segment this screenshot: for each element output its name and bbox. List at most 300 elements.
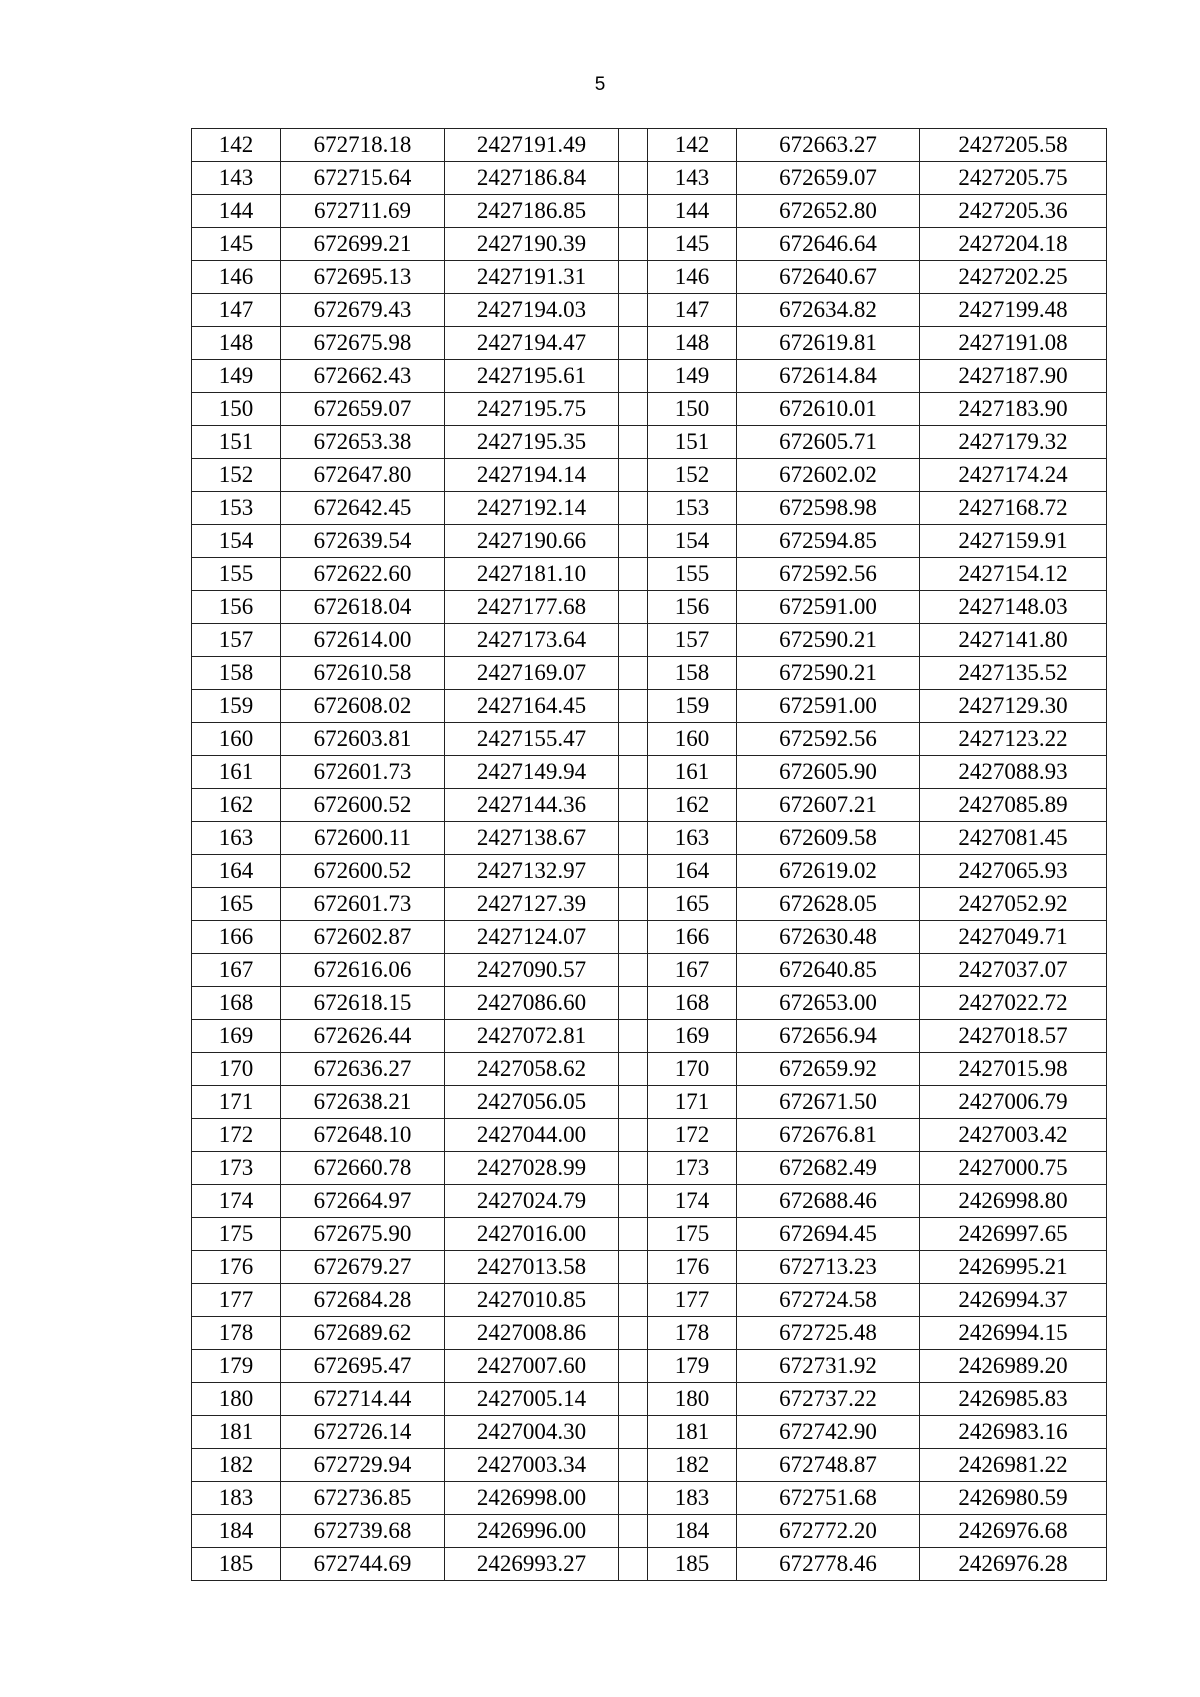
left-point-number-cell: 178 bbox=[192, 1317, 281, 1350]
right-x-coordinate-cell: 672751.68 bbox=[737, 1482, 920, 1515]
left-point-number-cell: 159 bbox=[192, 690, 281, 723]
left-point-number-cell: 150 bbox=[192, 393, 281, 426]
right-y-coordinate-cell: 2427205.36 bbox=[920, 195, 1107, 228]
separator-cell bbox=[619, 294, 648, 327]
right-y-coordinate-cell: 2427129.30 bbox=[920, 690, 1107, 723]
left-point-number-cell: 151 bbox=[192, 426, 281, 459]
table-row bbox=[192, 954, 1107, 987]
left-x-coordinate-cell: 672695.13 bbox=[281, 261, 445, 294]
right-x-coordinate-cell: 672591.00 bbox=[737, 690, 920, 723]
right-x-coordinate-cell: 672619.02 bbox=[737, 855, 920, 888]
right-point-number-cell: 181 bbox=[648, 1416, 737, 1449]
right-y-coordinate-cell: 2427183.90 bbox=[920, 393, 1107, 426]
left-x-coordinate-cell: 672714.44 bbox=[281, 1383, 445, 1416]
left-point-number-cell: 145 bbox=[192, 228, 281, 261]
left-x-coordinate-cell: 672618.15 bbox=[281, 987, 445, 1020]
right-point-number-cell: 142 bbox=[648, 129, 737, 162]
right-point-number-cell: 174 bbox=[648, 1185, 737, 1218]
right-point-number-cell: 148 bbox=[648, 327, 737, 360]
separator-cell bbox=[619, 921, 648, 954]
left-y-coordinate-cell: 2426998.00 bbox=[445, 1482, 619, 1515]
right-x-coordinate-cell: 672713.23 bbox=[737, 1251, 920, 1284]
right-x-coordinate-cell: 672630.48 bbox=[737, 921, 920, 954]
table-row bbox=[192, 1317, 1107, 1350]
separator-cell bbox=[619, 1449, 648, 1482]
right-y-coordinate-cell: 2427052.92 bbox=[920, 888, 1107, 921]
right-x-coordinate-cell: 672646.64 bbox=[737, 228, 920, 261]
right-point-number-cell: 146 bbox=[648, 261, 737, 294]
left-x-coordinate-cell: 672659.07 bbox=[281, 393, 445, 426]
separator-cell bbox=[619, 1020, 648, 1053]
right-point-number-cell: 184 bbox=[648, 1515, 737, 1548]
right-x-coordinate-cell: 672619.81 bbox=[737, 327, 920, 360]
right-y-coordinate-cell: 2427135.52 bbox=[920, 657, 1107, 690]
left-y-coordinate-cell: 2427195.75 bbox=[445, 393, 619, 426]
separator-cell bbox=[619, 525, 648, 558]
right-x-coordinate-cell: 672640.85 bbox=[737, 954, 920, 987]
right-x-coordinate-cell: 672640.67 bbox=[737, 261, 920, 294]
left-x-coordinate-cell: 672638.21 bbox=[281, 1086, 445, 1119]
table-row bbox=[192, 459, 1107, 492]
right-x-coordinate-cell: 672592.56 bbox=[737, 558, 920, 591]
left-point-number-cell: 181 bbox=[192, 1416, 281, 1449]
left-y-coordinate-cell: 2427013.58 bbox=[445, 1251, 619, 1284]
left-x-coordinate-cell: 672600.11 bbox=[281, 822, 445, 855]
right-x-coordinate-cell: 672605.71 bbox=[737, 426, 920, 459]
left-y-coordinate-cell: 2427124.07 bbox=[445, 921, 619, 954]
left-y-coordinate-cell: 2427005.14 bbox=[445, 1383, 619, 1416]
left-y-coordinate-cell: 2427173.64 bbox=[445, 624, 619, 657]
table-row bbox=[192, 1284, 1107, 1317]
table-row bbox=[192, 1251, 1107, 1284]
left-y-coordinate-cell: 2427016.00 bbox=[445, 1218, 619, 1251]
right-y-coordinate-cell: 2426997.65 bbox=[920, 1218, 1107, 1251]
separator-cell bbox=[619, 1251, 648, 1284]
right-y-coordinate-cell: 2427168.72 bbox=[920, 492, 1107, 525]
table-row bbox=[192, 162, 1107, 195]
right-point-number-cell: 171 bbox=[648, 1086, 737, 1119]
left-point-number-cell: 158 bbox=[192, 657, 281, 690]
left-point-number-cell: 156 bbox=[192, 591, 281, 624]
left-point-number-cell: 185 bbox=[192, 1548, 281, 1581]
table-row bbox=[192, 426, 1107, 459]
right-x-coordinate-cell: 672676.81 bbox=[737, 1119, 920, 1152]
left-y-coordinate-cell: 2426993.27 bbox=[445, 1548, 619, 1581]
table-row bbox=[192, 1449, 1107, 1482]
left-y-coordinate-cell: 2427024.79 bbox=[445, 1185, 619, 1218]
left-point-number-cell: 166 bbox=[192, 921, 281, 954]
left-x-coordinate-cell: 672636.27 bbox=[281, 1053, 445, 1086]
right-x-coordinate-cell: 672656.94 bbox=[737, 1020, 920, 1053]
left-x-coordinate-cell: 672626.44 bbox=[281, 1020, 445, 1053]
right-point-number-cell: 158 bbox=[648, 657, 737, 690]
separator-cell bbox=[619, 1482, 648, 1515]
left-y-coordinate-cell: 2427004.30 bbox=[445, 1416, 619, 1449]
left-x-coordinate-cell: 672679.43 bbox=[281, 294, 445, 327]
table-row bbox=[192, 624, 1107, 657]
separator-cell bbox=[619, 1218, 648, 1251]
table-row bbox=[192, 360, 1107, 393]
left-point-number-cell: 167 bbox=[192, 954, 281, 987]
left-point-number-cell: 184 bbox=[192, 1515, 281, 1548]
left-x-coordinate-cell: 672614.00 bbox=[281, 624, 445, 657]
right-point-number-cell: 175 bbox=[648, 1218, 737, 1251]
right-point-number-cell: 168 bbox=[648, 987, 737, 1020]
right-y-coordinate-cell: 2427006.79 bbox=[920, 1086, 1107, 1119]
table-row bbox=[192, 558, 1107, 591]
right-y-coordinate-cell: 2426981.22 bbox=[920, 1449, 1107, 1482]
separator-cell bbox=[619, 1317, 648, 1350]
left-x-coordinate-cell: 672603.81 bbox=[281, 723, 445, 756]
right-y-coordinate-cell: 2426976.68 bbox=[920, 1515, 1107, 1548]
table-row bbox=[192, 987, 1107, 1020]
right-y-coordinate-cell: 2427159.91 bbox=[920, 525, 1107, 558]
separator-cell bbox=[619, 723, 648, 756]
right-x-coordinate-cell: 672602.02 bbox=[737, 459, 920, 492]
right-x-coordinate-cell: 672731.92 bbox=[737, 1350, 920, 1383]
table-row bbox=[192, 1548, 1107, 1581]
left-point-number-cell: 173 bbox=[192, 1152, 281, 1185]
left-point-number-cell: 157 bbox=[192, 624, 281, 657]
left-point-number-cell: 162 bbox=[192, 789, 281, 822]
left-point-number-cell: 172 bbox=[192, 1119, 281, 1152]
table-row bbox=[192, 1086, 1107, 1119]
table-row bbox=[192, 921, 1107, 954]
separator-cell bbox=[619, 1053, 648, 1086]
right-y-coordinate-cell: 2427191.08 bbox=[920, 327, 1107, 360]
left-x-coordinate-cell: 672610.58 bbox=[281, 657, 445, 690]
separator-cell bbox=[619, 261, 648, 294]
right-x-coordinate-cell: 672682.49 bbox=[737, 1152, 920, 1185]
left-y-coordinate-cell: 2427181.10 bbox=[445, 558, 619, 591]
left-y-coordinate-cell: 2426996.00 bbox=[445, 1515, 619, 1548]
left-y-coordinate-cell: 2427127.39 bbox=[445, 888, 619, 921]
left-y-coordinate-cell: 2427190.39 bbox=[445, 228, 619, 261]
right-x-coordinate-cell: 672609.58 bbox=[737, 822, 920, 855]
table-row bbox=[192, 327, 1107, 360]
table-row bbox=[192, 393, 1107, 426]
left-point-number-cell: 143 bbox=[192, 162, 281, 195]
table-row bbox=[192, 1350, 1107, 1383]
table-row bbox=[192, 492, 1107, 525]
left-y-coordinate-cell: 2427072.81 bbox=[445, 1020, 619, 1053]
left-y-coordinate-cell: 2427086.60 bbox=[445, 987, 619, 1020]
left-x-coordinate-cell: 672675.98 bbox=[281, 327, 445, 360]
right-x-coordinate-cell: 672610.01 bbox=[737, 393, 920, 426]
separator-cell bbox=[619, 1416, 648, 1449]
separator-cell bbox=[619, 1515, 648, 1548]
right-point-number-cell: 149 bbox=[648, 360, 737, 393]
left-x-coordinate-cell: 672600.52 bbox=[281, 789, 445, 822]
separator-cell bbox=[619, 1152, 648, 1185]
table-row bbox=[192, 195, 1107, 228]
coordinate-table bbox=[191, 128, 1107, 1581]
right-point-number-cell: 185 bbox=[648, 1548, 737, 1581]
right-x-coordinate-cell: 672628.05 bbox=[737, 888, 920, 921]
separator-cell bbox=[619, 327, 648, 360]
left-y-coordinate-cell: 2427191.49 bbox=[445, 129, 619, 162]
separator-cell bbox=[619, 1350, 648, 1383]
separator-cell bbox=[619, 822, 648, 855]
left-point-number-cell: 142 bbox=[192, 129, 281, 162]
left-x-coordinate-cell: 672689.62 bbox=[281, 1317, 445, 1350]
left-x-coordinate-cell: 672726.14 bbox=[281, 1416, 445, 1449]
table-row bbox=[192, 1482, 1107, 1515]
right-y-coordinate-cell: 2427018.57 bbox=[920, 1020, 1107, 1053]
separator-cell bbox=[619, 426, 648, 459]
right-y-coordinate-cell: 2427015.98 bbox=[920, 1053, 1107, 1086]
right-x-coordinate-cell: 672694.45 bbox=[737, 1218, 920, 1251]
left-y-coordinate-cell: 2427008.86 bbox=[445, 1317, 619, 1350]
left-point-number-cell: 177 bbox=[192, 1284, 281, 1317]
right-y-coordinate-cell: 2427065.93 bbox=[920, 855, 1107, 888]
left-point-number-cell: 148 bbox=[192, 327, 281, 360]
left-y-coordinate-cell: 2427169.07 bbox=[445, 657, 619, 690]
right-point-number-cell: 143 bbox=[648, 162, 737, 195]
left-x-coordinate-cell: 672699.21 bbox=[281, 228, 445, 261]
left-y-coordinate-cell: 2427144.36 bbox=[445, 789, 619, 822]
left-y-coordinate-cell: 2427191.31 bbox=[445, 261, 619, 294]
left-x-coordinate-cell: 672739.68 bbox=[281, 1515, 445, 1548]
left-x-coordinate-cell: 672653.38 bbox=[281, 426, 445, 459]
right-point-number-cell: 182 bbox=[648, 1449, 737, 1482]
left-y-coordinate-cell: 2427090.57 bbox=[445, 954, 619, 987]
right-point-number-cell: 178 bbox=[648, 1317, 737, 1350]
right-point-number-cell: 169 bbox=[648, 1020, 737, 1053]
left-y-coordinate-cell: 2427149.94 bbox=[445, 756, 619, 789]
separator-cell bbox=[619, 756, 648, 789]
right-point-number-cell: 150 bbox=[648, 393, 737, 426]
left-point-number-cell: 170 bbox=[192, 1053, 281, 1086]
page-number: 5 bbox=[594, 74, 606, 95]
right-y-coordinate-cell: 2427003.42 bbox=[920, 1119, 1107, 1152]
separator-cell bbox=[619, 1119, 648, 1152]
separator-cell bbox=[619, 591, 648, 624]
separator-cell bbox=[619, 987, 648, 1020]
right-point-number-cell: 157 bbox=[648, 624, 737, 657]
left-y-coordinate-cell: 2427155.47 bbox=[445, 723, 619, 756]
right-x-coordinate-cell: 672652.80 bbox=[737, 195, 920, 228]
right-point-number-cell: 176 bbox=[648, 1251, 737, 1284]
table-row bbox=[192, 1218, 1107, 1251]
left-x-coordinate-cell: 672660.78 bbox=[281, 1152, 445, 1185]
separator-cell bbox=[619, 624, 648, 657]
table-row bbox=[192, 1515, 1107, 1548]
right-point-number-cell: 153 bbox=[648, 492, 737, 525]
left-y-coordinate-cell: 2427056.05 bbox=[445, 1086, 619, 1119]
right-point-number-cell: 167 bbox=[648, 954, 737, 987]
right-y-coordinate-cell: 2427000.75 bbox=[920, 1152, 1107, 1185]
table-row bbox=[192, 855, 1107, 888]
table-row bbox=[192, 822, 1107, 855]
left-y-coordinate-cell: 2427058.62 bbox=[445, 1053, 619, 1086]
left-x-coordinate-cell: 672622.60 bbox=[281, 558, 445, 591]
left-x-coordinate-cell: 672711.69 bbox=[281, 195, 445, 228]
right-point-number-cell: 156 bbox=[648, 591, 737, 624]
right-x-coordinate-cell: 672605.90 bbox=[737, 756, 920, 789]
right-y-coordinate-cell: 2426994.15 bbox=[920, 1317, 1107, 1350]
left-y-coordinate-cell: 2427192.14 bbox=[445, 492, 619, 525]
left-y-coordinate-cell: 2427003.34 bbox=[445, 1449, 619, 1482]
left-point-number-cell: 176 bbox=[192, 1251, 281, 1284]
table-row bbox=[192, 1416, 1107, 1449]
right-point-number-cell: 179 bbox=[648, 1350, 737, 1383]
left-point-number-cell: 149 bbox=[192, 360, 281, 393]
separator-cell bbox=[619, 1383, 648, 1416]
table-row bbox=[192, 1053, 1107, 1086]
right-x-coordinate-cell: 672590.21 bbox=[737, 624, 920, 657]
right-y-coordinate-cell: 2427022.72 bbox=[920, 987, 1107, 1020]
right-y-coordinate-cell: 2427205.58 bbox=[920, 129, 1107, 162]
right-point-number-cell: 177 bbox=[648, 1284, 737, 1317]
right-x-coordinate-cell: 672614.84 bbox=[737, 360, 920, 393]
right-y-coordinate-cell: 2427187.90 bbox=[920, 360, 1107, 393]
table-row bbox=[192, 525, 1107, 558]
separator-cell bbox=[619, 393, 648, 426]
left-y-coordinate-cell: 2427186.84 bbox=[445, 162, 619, 195]
separator-cell bbox=[619, 558, 648, 591]
right-x-coordinate-cell: 672688.46 bbox=[737, 1185, 920, 1218]
left-point-number-cell: 175 bbox=[192, 1218, 281, 1251]
right-y-coordinate-cell: 2427148.03 bbox=[920, 591, 1107, 624]
left-x-coordinate-cell: 672662.43 bbox=[281, 360, 445, 393]
left-y-coordinate-cell: 2427177.68 bbox=[445, 591, 619, 624]
coordinate-table-body bbox=[192, 129, 1107, 1581]
left-x-coordinate-cell: 672744.69 bbox=[281, 1548, 445, 1581]
left-point-number-cell: 160 bbox=[192, 723, 281, 756]
right-x-coordinate-cell: 672592.56 bbox=[737, 723, 920, 756]
left-x-coordinate-cell: 672675.90 bbox=[281, 1218, 445, 1251]
left-x-coordinate-cell: 672647.80 bbox=[281, 459, 445, 492]
right-point-number-cell: 180 bbox=[648, 1383, 737, 1416]
left-point-number-cell: 171 bbox=[192, 1086, 281, 1119]
separator-cell bbox=[619, 888, 648, 921]
left-y-coordinate-cell: 2427132.97 bbox=[445, 855, 619, 888]
left-point-number-cell: 183 bbox=[192, 1482, 281, 1515]
right-y-coordinate-cell: 2427141.80 bbox=[920, 624, 1107, 657]
table-row bbox=[192, 657, 1107, 690]
left-x-coordinate-cell: 672648.10 bbox=[281, 1119, 445, 1152]
separator-cell bbox=[619, 1086, 648, 1119]
right-y-coordinate-cell: 2427085.89 bbox=[920, 789, 1107, 822]
right-point-number-cell: 155 bbox=[648, 558, 737, 591]
right-point-number-cell: 147 bbox=[648, 294, 737, 327]
separator-cell bbox=[619, 690, 648, 723]
left-x-coordinate-cell: 672618.04 bbox=[281, 591, 445, 624]
left-x-coordinate-cell: 672715.64 bbox=[281, 162, 445, 195]
table-row bbox=[192, 294, 1107, 327]
right-x-coordinate-cell: 672778.46 bbox=[737, 1548, 920, 1581]
left-point-number-cell: 174 bbox=[192, 1185, 281, 1218]
table-row bbox=[192, 756, 1107, 789]
table-row bbox=[192, 1383, 1107, 1416]
left-x-coordinate-cell: 672729.94 bbox=[281, 1449, 445, 1482]
separator-cell bbox=[619, 1548, 648, 1581]
left-y-coordinate-cell: 2427194.03 bbox=[445, 294, 619, 327]
right-point-number-cell: 144 bbox=[648, 195, 737, 228]
left-y-coordinate-cell: 2427190.66 bbox=[445, 525, 619, 558]
right-point-number-cell: 160 bbox=[648, 723, 737, 756]
left-point-number-cell: 163 bbox=[192, 822, 281, 855]
separator-cell bbox=[619, 360, 648, 393]
left-x-coordinate-cell: 672639.54 bbox=[281, 525, 445, 558]
right-x-coordinate-cell: 672772.20 bbox=[737, 1515, 920, 1548]
table-row bbox=[192, 789, 1107, 822]
right-y-coordinate-cell: 2427088.93 bbox=[920, 756, 1107, 789]
right-x-coordinate-cell: 672737.22 bbox=[737, 1383, 920, 1416]
right-y-coordinate-cell: 2427037.07 bbox=[920, 954, 1107, 987]
table-row bbox=[192, 690, 1107, 723]
left-x-coordinate-cell: 672602.87 bbox=[281, 921, 445, 954]
right-point-number-cell: 152 bbox=[648, 459, 737, 492]
left-x-coordinate-cell: 672718.18 bbox=[281, 129, 445, 162]
left-point-number-cell: 161 bbox=[192, 756, 281, 789]
right-y-coordinate-cell: 2426983.16 bbox=[920, 1416, 1107, 1449]
left-x-coordinate-cell: 672664.97 bbox=[281, 1185, 445, 1218]
right-y-coordinate-cell: 2427199.48 bbox=[920, 294, 1107, 327]
right-y-coordinate-cell: 2426995.21 bbox=[920, 1251, 1107, 1284]
left-y-coordinate-cell: 2427195.35 bbox=[445, 426, 619, 459]
right-x-coordinate-cell: 672653.00 bbox=[737, 987, 920, 1020]
left-point-number-cell: 146 bbox=[192, 261, 281, 294]
left-y-coordinate-cell: 2427044.00 bbox=[445, 1119, 619, 1152]
left-point-number-cell: 182 bbox=[192, 1449, 281, 1482]
left-y-coordinate-cell: 2427007.60 bbox=[445, 1350, 619, 1383]
left-point-number-cell: 155 bbox=[192, 558, 281, 591]
right-y-coordinate-cell: 2427174.24 bbox=[920, 459, 1107, 492]
left-x-coordinate-cell: 672695.47 bbox=[281, 1350, 445, 1383]
separator-cell bbox=[619, 129, 648, 162]
separator-cell bbox=[619, 492, 648, 525]
right-y-coordinate-cell: 2426985.83 bbox=[920, 1383, 1107, 1416]
table-row bbox=[192, 1119, 1107, 1152]
table-row bbox=[192, 1185, 1107, 1218]
separator-cell bbox=[619, 459, 648, 492]
right-y-coordinate-cell: 2427205.75 bbox=[920, 162, 1107, 195]
table-row bbox=[192, 228, 1107, 261]
right-point-number-cell: 166 bbox=[648, 921, 737, 954]
left-y-coordinate-cell: 2427138.67 bbox=[445, 822, 619, 855]
left-point-number-cell: 164 bbox=[192, 855, 281, 888]
right-x-coordinate-cell: 672607.21 bbox=[737, 789, 920, 822]
right-x-coordinate-cell: 672591.00 bbox=[737, 591, 920, 624]
separator-cell bbox=[619, 228, 648, 261]
right-y-coordinate-cell: 2426994.37 bbox=[920, 1284, 1107, 1317]
left-point-number-cell: 165 bbox=[192, 888, 281, 921]
left-x-coordinate-cell: 672600.52 bbox=[281, 855, 445, 888]
right-point-number-cell: 159 bbox=[648, 690, 737, 723]
table-row bbox=[192, 129, 1107, 162]
right-x-coordinate-cell: 672634.82 bbox=[737, 294, 920, 327]
separator-cell bbox=[619, 657, 648, 690]
separator-cell bbox=[619, 195, 648, 228]
table-row bbox=[192, 723, 1107, 756]
left-point-number-cell: 168 bbox=[192, 987, 281, 1020]
left-x-coordinate-cell: 672642.45 bbox=[281, 492, 445, 525]
right-x-coordinate-cell: 672594.85 bbox=[737, 525, 920, 558]
right-point-number-cell: 165 bbox=[648, 888, 737, 921]
table-row bbox=[192, 1152, 1107, 1185]
separator-cell bbox=[619, 789, 648, 822]
right-point-number-cell: 154 bbox=[648, 525, 737, 558]
right-y-coordinate-cell: 2426976.28 bbox=[920, 1548, 1107, 1581]
right-y-coordinate-cell: 2427081.45 bbox=[920, 822, 1107, 855]
right-point-number-cell: 162 bbox=[648, 789, 737, 822]
right-point-number-cell: 170 bbox=[648, 1053, 737, 1086]
left-point-number-cell: 154 bbox=[192, 525, 281, 558]
left-point-number-cell: 152 bbox=[192, 459, 281, 492]
left-y-coordinate-cell: 2427194.47 bbox=[445, 327, 619, 360]
